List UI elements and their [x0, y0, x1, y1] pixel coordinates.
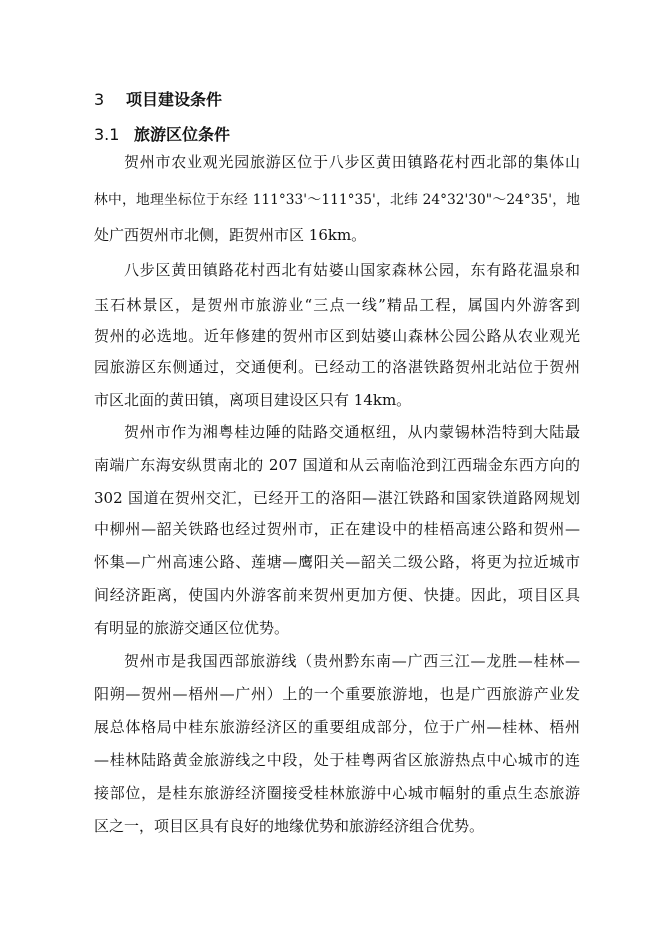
paragraph-line: 间经济距离，使国内外游客前来贺州更加方便、快捷。因此，项目区具 — [94, 586, 580, 604]
paragraph-line: 接部位，是桂东旅游经济圈接受桂林旅游中心城市幅射的重点生态旅游 — [94, 784, 580, 802]
paragraph-line: 阳朔—贺州—梧州—广州）上的一个重要旅游地，也是广西旅游产业发 — [94, 685, 580, 703]
section-number: 3 — [94, 90, 105, 109]
paragraph-line: 处广西贺州市北侧，距贺州市区 16km。 — [94, 226, 367, 244]
subsection-heading — [94, 125, 230, 145]
paragraph-line: 贺州市是我国西部旅游线（贵州黔东南—广西三江—龙胜—桂林— — [124, 652, 580, 670]
paragraph-line: 展总体格局中桂东旅游经济区的重要组成部分，位于广州—桂林、梧州 — [94, 718, 580, 736]
paragraph-line: 南端广东海安纵贯南北的 207 国道和从云南临沧到江西瑞金东西方向的 — [94, 456, 580, 474]
paragraph-line: 林中，地理坐标位于东经 111°33'～111°35'，北纬 24°32'30"～24°35'，地 — [94, 192, 580, 208]
paragraph-line: 园旅游区东侧通过，交通便利。已经动工的洛湛铁路贺州北站位于贺州 — [94, 358, 580, 376]
paragraph-line: 八步区黄田镇路花村西北有姑婆山国家森林公园，东有路花温泉和 — [124, 261, 580, 279]
paragraph-line: —桂林陆路黄金旅游线之中段，处于桂粤两省区旅游热点中心城市的连 — [94, 751, 580, 769]
subsection-title: 旅游区位条件 — [134, 125, 231, 144]
section-title: 项目建设条件 — [126, 90, 223, 109]
paragraph-line: 中柳州—韶关铁路也经过贺州市，正在建设中的桂梧高速公路和贺州— — [94, 520, 580, 538]
paragraph-line: 怀集—广州高速公路、莲塘—鹰阳关—韶关二级公路，将更为拉近城市 — [94, 553, 580, 571]
paragraph-line: 贺州市农业观光园旅游区位于八步区黄田镇路花村西北部的集体山 — [124, 153, 580, 171]
paragraph-line: 贺州的必选地。近年修建的贺州市区到姑婆山森林公园公路从农业观光 — [94, 327, 580, 345]
subsection-number: 3.1 — [94, 125, 120, 144]
paragraph-line: 有明显的旅游交通区位优势。 — [94, 619, 290, 637]
paragraph-line: 302 国道在贺州交汇，已经开工的洛阳—湛江铁路和国家铁道路网规划 — [94, 489, 580, 507]
paragraph-line: 贺州市作为湘粤桂边陲的陆路交通枢纽，从内蒙锡林浩特到大陆最 — [124, 423, 580, 441]
paragraph-line: 区之一，项目区具有良好的地缘优势和旅游经济组合优势。 — [94, 817, 485, 835]
paragraph-line: 市区北面的黄田镇，离项目建设区只有 14km。 — [94, 391, 412, 409]
section-heading — [94, 90, 222, 110]
paragraph-line: 玉石林景区，是贺州市旅游业“三点一线”精品工程，属国内外游客到 — [94, 296, 580, 314]
